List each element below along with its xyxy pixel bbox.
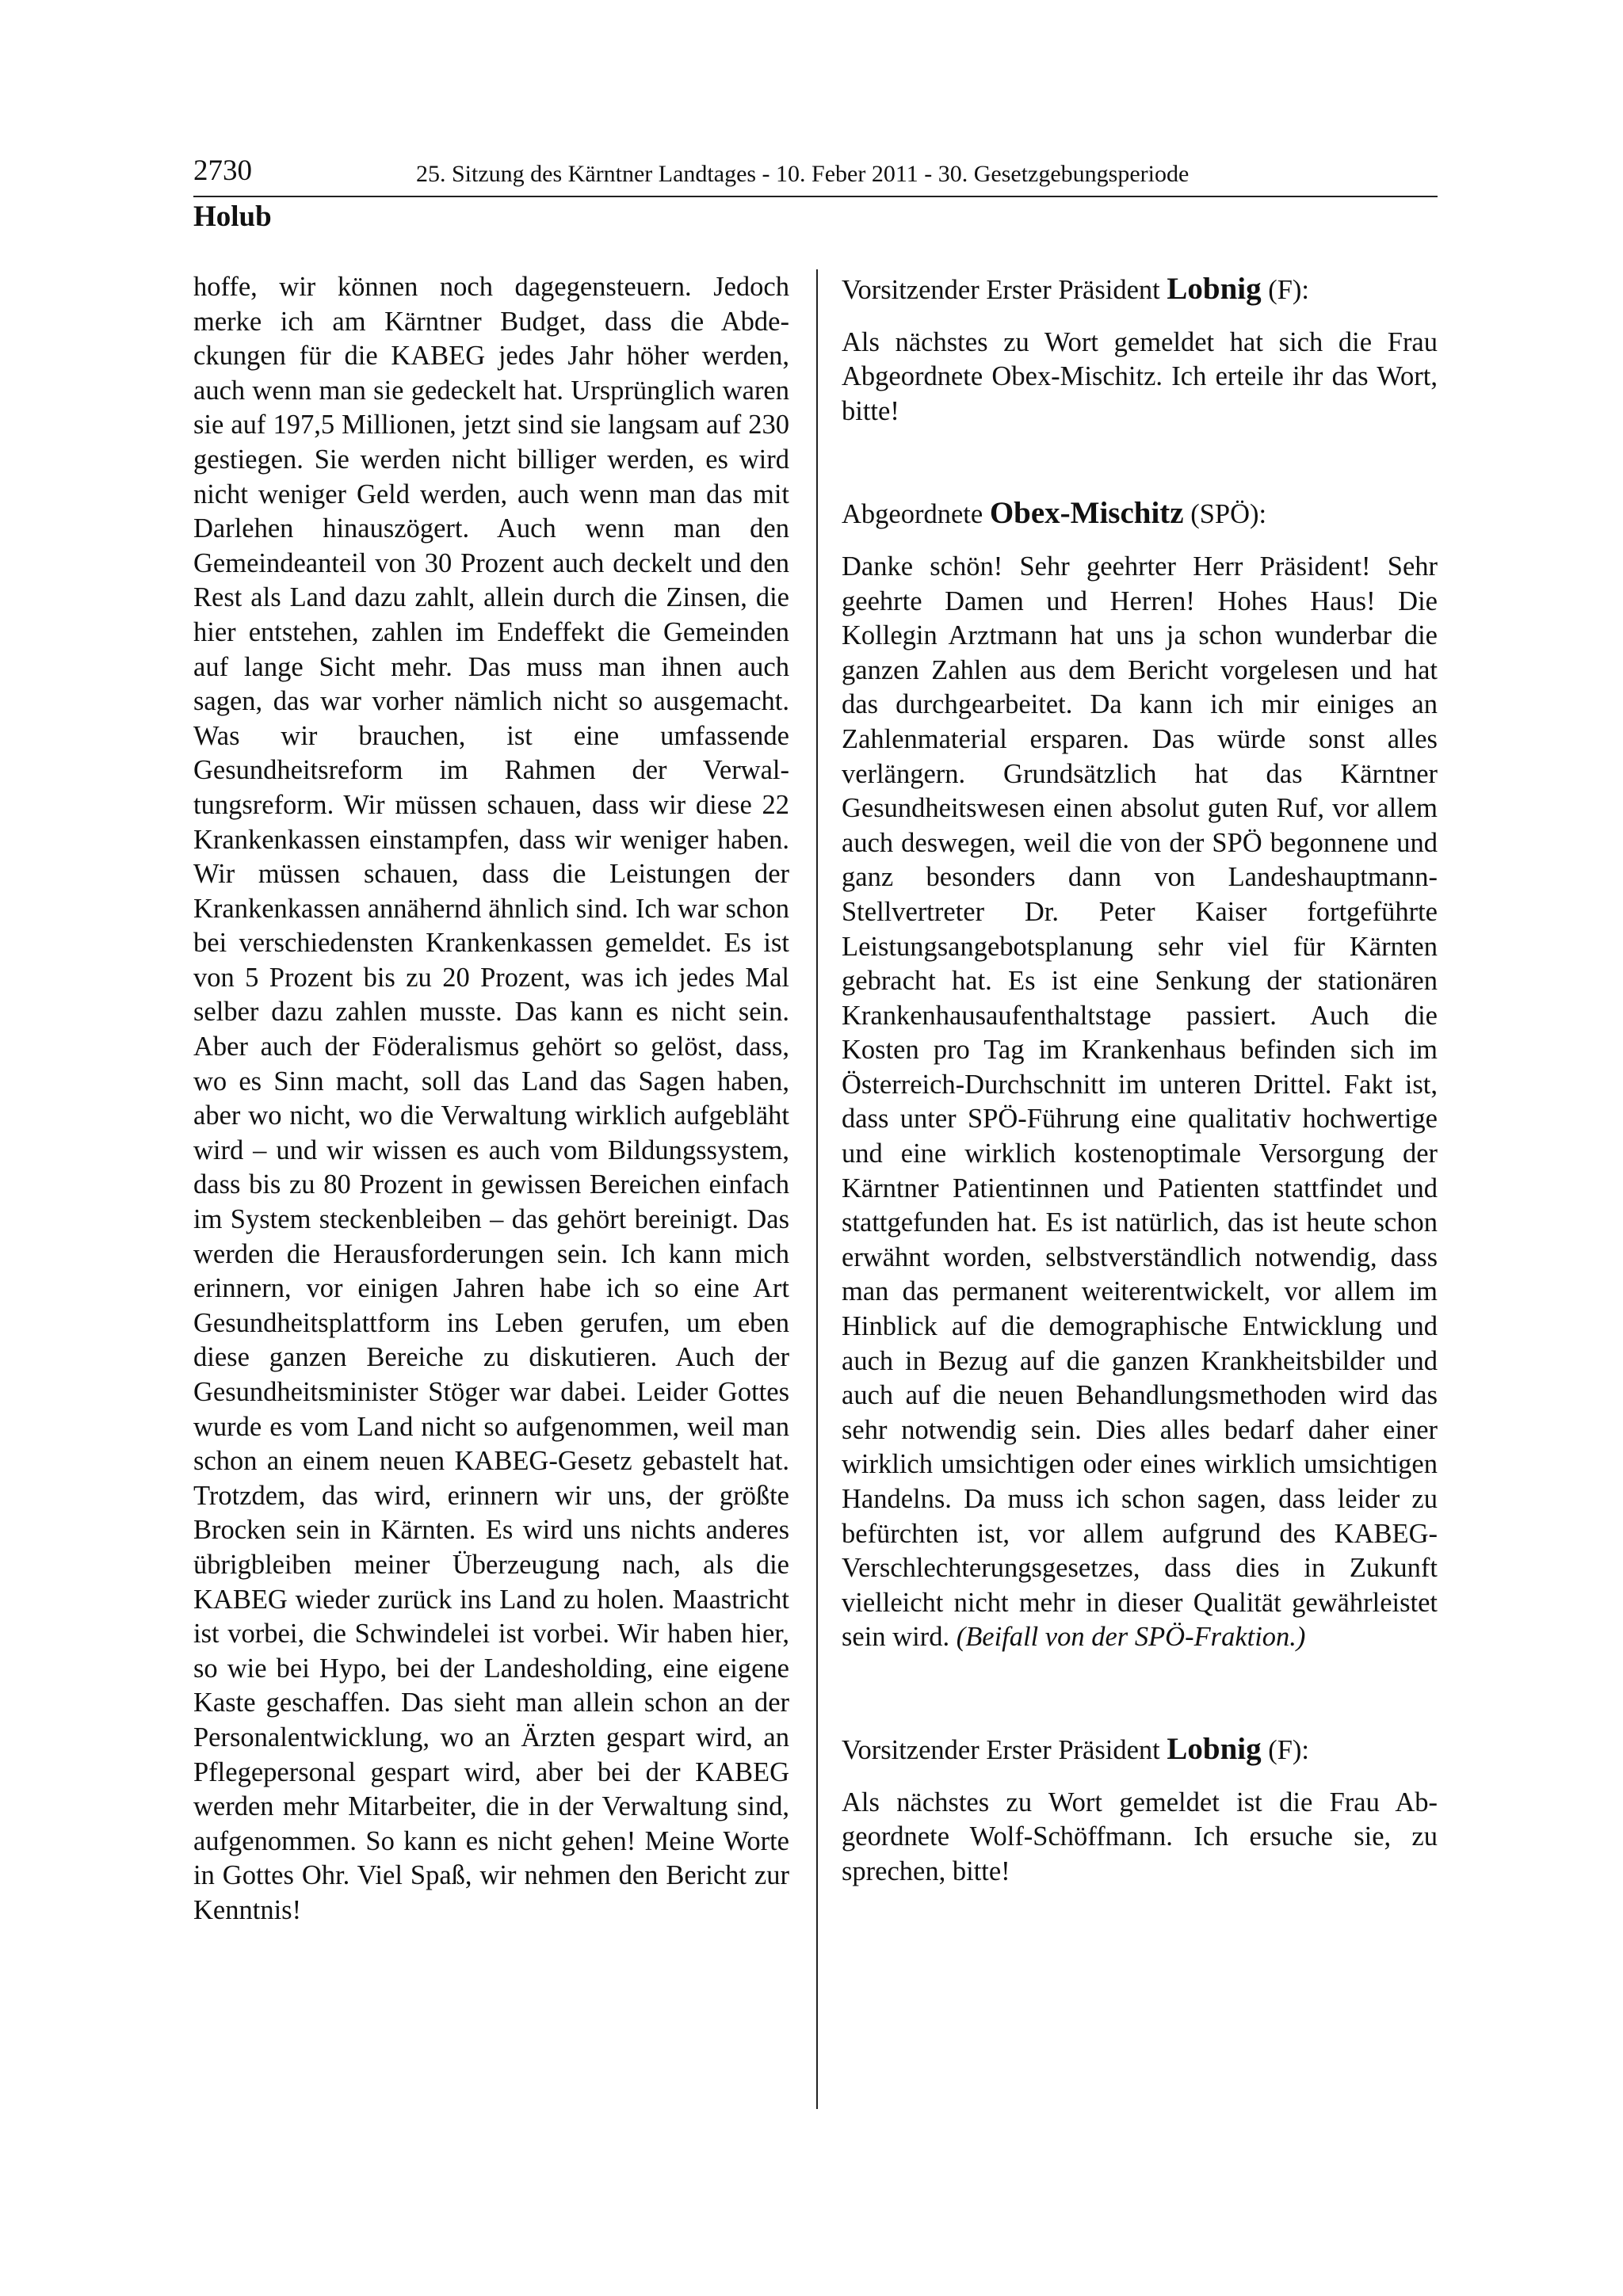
speech-body: Danke schön! Sehr geehrter Herr Präsident! Sehr geehrte Damen und Herren! Hohes Haus! Die Kollegin Arztmann hat uns ja schon wunderbar die ganzen Zahlen aus dem Bericht vorgelesen und hat das durchgearbeitet. Da kann ich mir einiges an Zahlenmaterial ersparen. Das würde sonst alles verlängern. Grundsätzlich hat das Kärntner Gesundheitswesen einen absolut guten Ruf, vor allem auch deswegen, weil die von der SPÖ begonnene und ganz besonders dann von Landeshauptmann-Stellvertreter Dr. Peter Kaiser fortgeführte Leistungsangebotsplanung sehr viel für Kärnten gebracht hat. Es ist eine Senkung der stationären Krankenhausaufenthaltstage passiert. Auch die Kosten pro Tag im Krankenhaus befinden sich im Österreich-Durchschnitt im unteren Drittel. Fakt ist, dass unter SPÖ-Führung eine qualitativ hochwertige und eine wirklich kostenoptimale Versorgung der Kärntner Patientinnen und Patienten stattfindet und stattgefunden hat. Es ist natürlich, das ist heute schon erwähnt worden, selbstverständlich notwendig, dass man das permanent weiterentwickelt, vor allem im Hinblick auf die demographische Entwicklung und auch in Bezug auf die ganzen Krankheitsbilder und auch auf die neuen Behandlungsmethoden wird das sehr notwendig sein. Dies alles bedarf daher einer wirklich umsichtigen oder eines wirklich umsichtigen Handelns. Da muss ich schon sagen, dass leider zu befürchten ist, vor allem aufgrund des KABEG-Verschlechterungsgesetzes, dass dies in Zukunft vielleicht nicht mehr in dieser Qualität gewährleistet sein wird. [842,551,1438,1653]
speech-text-lobnig-1: Als nächstes zu Wort gemeldet hat sich die Frau Abgeordnete Obex-Mischitz. Ich erteile ihr das Wort, bitte! [842,326,1438,426]
spacer [842,532,1438,550]
page-number: 2730 [193,154,252,187]
speaker-role: Vorsitzender Erster Präsident [842,1734,1167,1765]
speech-text-obex-mischitz [842,550,1438,1655]
speaker-line-lobnig-2 [842,1732,1438,1768]
spacer [842,308,1438,326]
speaker-name: Lobnig [1167,272,1262,306]
left-column [193,270,789,1928]
spacer [842,429,1438,496]
header-rule [193,196,1438,197]
speaker-party: (F): [1261,1734,1309,1765]
right-column [842,272,1438,1889]
speaker-name: Obex-Mischitz [989,496,1184,531]
speaker-role: Vorsitzender Erster Präsident [842,275,1167,305]
speaker-line-lobnig-1 [842,272,1438,308]
speech-text-holub: hoffe, wir können noch dagegensteuern. Jedoch merke ich am Kärntner Budget, dass die Abdeckungen für die KABEG jedes Jahr höher werden, auch wenn man sie gedeckelt hat. Ursprünglich waren sie auf 197,5 Millionen, jetzt sind sie langsam auf 230 gestiegen. Sie werden nicht billiger werden, es wird nicht weniger Geld werden, auch wenn man das mit Darlehen hinauszögert. Auch wenn man den Gemeindeanteil von 30 Prozent auch deckelt und den Rest als Land dazu zahlt, allein durch die Zinsen, die hier entstehen, zahlen im Endeffekt die Gemeinden auf lange Sicht mehr. Das muss man ihnen auch sagen, das war vorher nämlich nicht so ausgemacht. Was wir brauchen, ist eine umfassende Gesundheitsreform im Rahmen der Verwaltungsreform. Wir müssen schauen, dass wir diese 22 Krankenkassen einstampfen, dass wir weniger haben. Wir müssen schauen, dass die Leistungen der Krankenkassen annähernd ähnlich sind. Ich war schon bei verschiedensten Krankenkassen gemeldet. Es ist von 5 Prozent bis zu 20 Prozent, was ich jedes Mal selber dazu zahlen musste. Das kann es nicht sein. Aber auch der Föderalismus gehört so gelöst, dass, wo es Sinn macht, soll das Land das Sagen haben, aber wo nicht, wo die Verwaltung wirklich aufgebläht wird – und wir wissen es auch vom Bildungssystem, dass bis zu 80 Prozent in gewissen Bereichen einfach im System steckenbleiben – das gehört bereinigt. Das werden die Herausforderungen sein. Ich kann mich erinnern, vor einigen Jahren habe ich so eine Art Gesundheitsplattform ins Leben gerufen, um eben diese ganzen Bereiche zu diskutieren. Auch der Gesundheitsminister Stöger war dabei. Leider Gottes wurde es vom Land nicht so aufgenommen, weil man schon an einem neuen KABEG-Gesetz gebastelt hat. Trotzdem, das wird, erinnern wir uns, der größte Brocken sein in Kärnten. Es wird uns nichts anderes übrigbleiben meiner Überzeugung nach, als die KABEG wieder zurück ins Land zu holen. Maastricht ist vorbei, die Schwindelei ist vorbei. Wir haben hier, so wie bei Hypo, bei der Landesholding, eine eigene Kaste geschaffen. Das sieht man allein schon an der Personalentwicklung, wo an Ärzten gespart wird, an Pflegepersonal gespart wird, aber bei der KABEG werden mehr Mitarbeiter, die in der Verwaltung sind, aufgenommen. So kann es nicht gehen! Meine Worte in Gottes Ohr. Viel Spaß, wir nehmen den Bericht zur Kenntnis! [193,272,789,1925]
spacer [842,1655,1438,1732]
column-divider [816,269,818,2109]
speaker-name: Lobnig [1167,1731,1262,1766]
applause-note: (Beifall von der SPÖ-Fraktion.) [956,1622,1306,1653]
speaker-line-obex-mischitz [842,496,1438,532]
speaker-party: (SPÖ): [1183,499,1267,530]
running-header: 25. Sitzung des Kärntner Landtages - 10. Feber 2011 - 30. Gesetzgebungsperiode [416,161,1190,187]
speech-text-lobnig-2: Als nächstes zu Wort gemeldet ist die Frau Abgeordnete Wolf-Schöffmann. Ich ersuche sie, zu sprechen, bitte! [842,1787,1438,1886]
speaker-party: (F): [1261,275,1309,305]
speaker-role: Abgeordnete [842,499,990,530]
speaker-header: Holub [193,200,272,233]
spacer [842,1768,1438,1786]
